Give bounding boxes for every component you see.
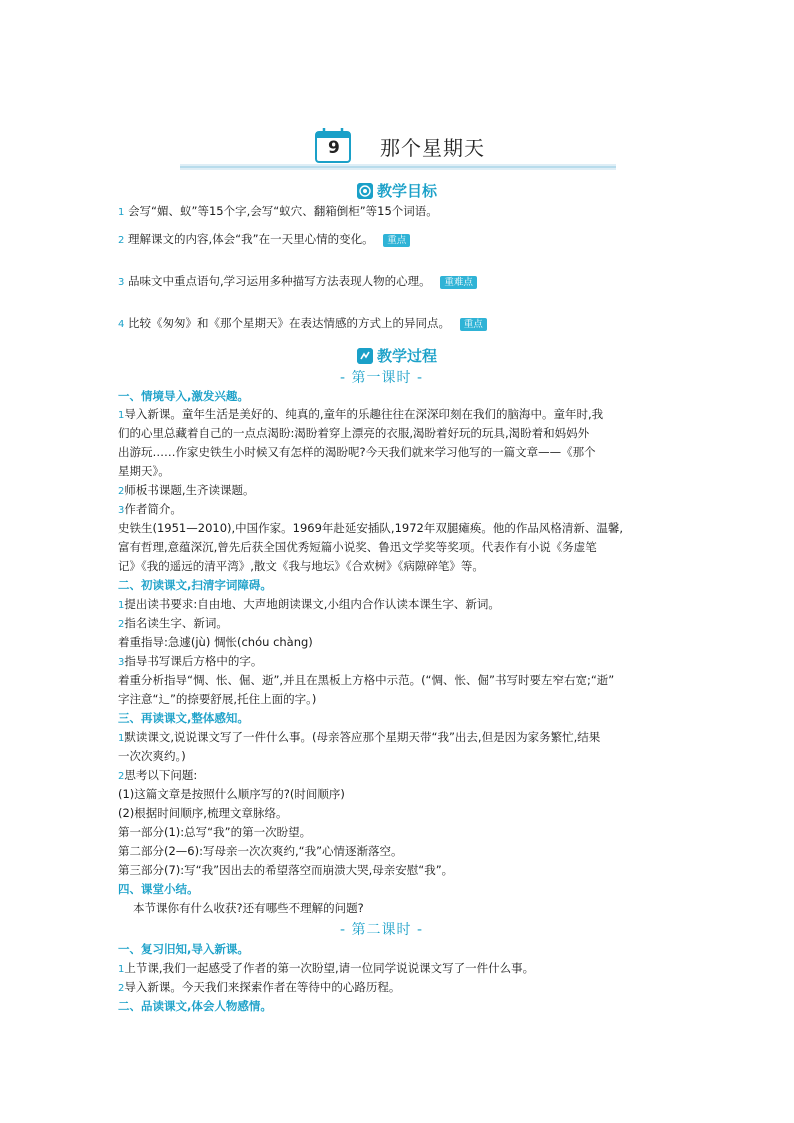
text-line xyxy=(118,481,255,501)
lesson-title: 那个星期天 xyxy=(380,136,485,160)
text: 默读课文,说说课文写了一件什么事。(母亲答应那个星期天带“我”出去,但是因为家务繁忙,结果 xyxy=(124,730,601,744)
item-num: 1 xyxy=(118,733,125,744)
text: 指导书写课后方格中的字。 xyxy=(124,654,263,668)
text-line: 第一部分(1):总写“我”的第一次盼望。 xyxy=(118,825,312,839)
text-line xyxy=(118,978,400,998)
focus-badge: 重点 xyxy=(460,318,487,331)
text-line: 第二部分(2—6):写母亲一次次爽约,“我”心情逐渐落空。 xyxy=(118,844,403,858)
item-num: 1 xyxy=(118,964,125,975)
item-num: 1 xyxy=(118,600,125,611)
title-underline xyxy=(180,164,616,170)
text-line: (1)这篇文章是按照什么顺序写的?(时间顺序) xyxy=(118,787,345,801)
item-num: 2 xyxy=(118,983,125,994)
text-line: 们的心里总藏着自己的一点点渴盼:渴盼着穿上漂亮的衣服,渴盼着好玩的玩具,渴盼着和妈妈外 xyxy=(118,426,590,440)
step-heading: 三、再读课文,整体感知。 xyxy=(118,711,249,725)
item-num: 3 xyxy=(118,505,125,516)
goal-text: 比较《匆匆》和《那个星期天》在表达情感的方式上的异同点。 xyxy=(128,316,451,330)
goal-num: 1 xyxy=(118,207,125,218)
text-line: 记》《我的遥远的清平湾》,散文《我与地坛》《合欢树》《病隙碎笔》等。 xyxy=(118,559,484,573)
goal-item xyxy=(118,230,410,250)
step-heading: 二、品读课文,体会人物感情。 xyxy=(118,999,272,1013)
process-heading xyxy=(357,345,437,366)
process-icon xyxy=(357,348,373,364)
text-line: (2)根据时间顺序,梳理文章脉络。 xyxy=(118,806,288,820)
step-heading: 一、复习旧知,导入新课。 xyxy=(118,942,249,956)
text: 思考以下问题: xyxy=(124,768,198,782)
process-heading-text: 教学过程 xyxy=(377,347,438,365)
goal-text: 会写“媚、蚁”等15个字,会写“蚁穴、翻箱倒柜”等15个词语。 xyxy=(128,204,438,218)
step-heading: 四、课堂小结。 xyxy=(118,882,199,896)
text: 提出读书要求:自由地、大声地朗读课文,小组内合作认读本课生字、新词。 xyxy=(124,597,500,611)
item-num: 2 xyxy=(118,619,125,630)
item-num: 3 xyxy=(118,657,125,668)
text: 指名读生字、新词。 xyxy=(124,616,228,630)
goal-item xyxy=(118,202,438,222)
text-line xyxy=(118,405,603,425)
target-icon xyxy=(357,183,373,199)
period-label: - 第二课时 - xyxy=(340,922,424,938)
text-line xyxy=(118,728,600,748)
text-line: 字注意“辶”的捺要舒展,托住上面的字。) xyxy=(118,692,317,706)
text-line xyxy=(118,595,500,615)
step-heading: 一、情境导入,激发兴趣。 xyxy=(118,389,249,403)
item-num: 1 xyxy=(118,410,125,421)
text: 作者简介。 xyxy=(124,502,182,516)
text-line: 富有哲理,意蕴深沉,曾先后获全国优秀短篇小说奖、鲁迅文学奖等奖项。代表作有小说《务虚笔 xyxy=(118,540,597,554)
item-num: 2 xyxy=(118,486,125,497)
text: 上节课,我们一起感受了作者的第一次盼望,请一位同学说说课文写了一件什么事。 xyxy=(124,961,535,975)
item-num: 2 xyxy=(118,771,125,782)
focus-badge: 重点 xyxy=(383,234,410,247)
text-line: 星期天》。 xyxy=(118,464,170,478)
text: 导入新课。今天我们来探索作者在等待中的心路历程。 xyxy=(124,980,401,994)
step-heading: 二、初读课文,扫清字词障碍。 xyxy=(118,578,272,592)
text-line: 一次次爽约。) xyxy=(118,749,186,763)
goals-heading xyxy=(357,180,437,201)
text-line: 史铁生(1951—2010),中国作家。1969年赴延安插队,1972年双腿瘫痪。他的作品风格清新、温馨, xyxy=(118,521,624,535)
goals-heading-text: 教学目标 xyxy=(377,182,438,200)
text: 师板书课题,生齐读课题。 xyxy=(124,483,255,497)
text-line xyxy=(118,500,182,520)
text-line: 出游玩……作家史铁生小时候又有怎样的渴盼呢?今天我们就来学习他写的一篇文章——《那个 xyxy=(118,445,596,459)
text-line xyxy=(118,652,262,672)
goal-item xyxy=(118,272,477,292)
text-line xyxy=(118,766,197,786)
text-line xyxy=(118,614,228,634)
goal-item xyxy=(118,314,487,334)
text: 导入新课。童年生活是美好的、纯真的,童年的乐趣往往在深深印刻在我们的脑海中。童年时,我 xyxy=(124,407,604,421)
text-line: 第三部分(7):写“我”因出去的希望落空而崩溃大哭,母亲安慰“我”。 xyxy=(118,863,454,877)
text-line: 着重分析指导“惆、怅、倔、逝”,并且在黑板上方格中示范。(“惆、怅、倔”书写时要左窄右宽;“逝” xyxy=(118,673,615,687)
goal-text: 理解课文的内容,体会“我”在一天里心情的变化。 xyxy=(128,232,374,246)
text-line: 本节课你有什么收获?还有哪些不理解的问题? xyxy=(133,901,364,915)
difficulty-badge: 重难点 xyxy=(440,276,477,289)
text-line: 着重指导:急遽(jù) 惆怅(chóu chàng) xyxy=(118,635,313,649)
text-line xyxy=(118,959,534,979)
period-label: - 第一课时 - xyxy=(340,370,424,386)
goal-text: 品味文中重点语句,学习运用多种描写方法表现人物的心理。 xyxy=(128,274,431,288)
lesson-number: 9 xyxy=(328,138,340,158)
lesson-header xyxy=(180,124,616,170)
goal-num: 2 xyxy=(118,235,125,246)
goal-num: 3 xyxy=(118,277,125,288)
goal-num: 4 xyxy=(118,319,125,330)
